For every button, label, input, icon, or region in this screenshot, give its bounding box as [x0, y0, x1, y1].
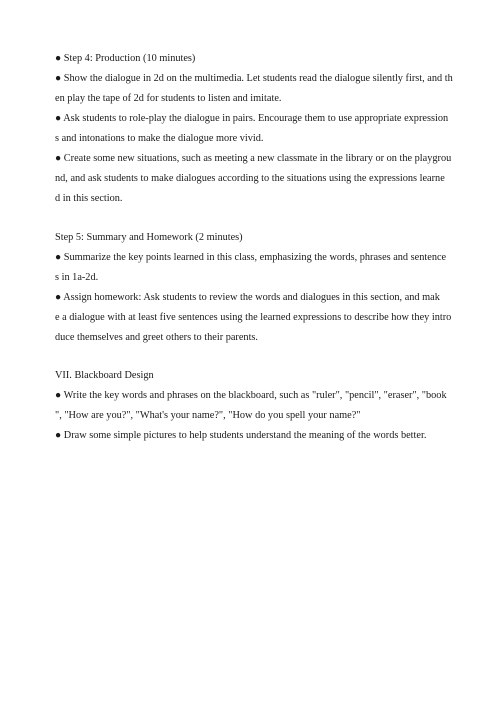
paragraph-line: d in this section. [55, 193, 123, 204]
paragraph-line: ● Summarize the key points learned in this class, emphasizing the words, phrases and sentence [55, 252, 447, 263]
paragraph-line: nd, and ask students to make dialogues according to the situations using the expressions learne [55, 173, 445, 184]
paragraph-line: e a dialogue with at least five sentences using the learned expressions to describe how they intro [55, 312, 452, 323]
step4-heading: ● Step 4: Production (10 minutes) [55, 53, 196, 64]
paragraph-line: ● Assign homework: Ask students to review the words and dialogues in this section, and mak [55, 292, 440, 303]
paragraph-line: ● Ask students to role-play the dialogue in pairs. Encourage them to use appropriate expression [55, 113, 449, 124]
paragraph-line: en play the tape of 2d for students to listen and imitate. [55, 93, 282, 104]
paragraph-line: ● Draw some simple pictures to help students understand the meaning of the words better. [55, 430, 427, 441]
step5-heading: Step 5: Summary and Homework (2 minutes) [55, 232, 243, 243]
paragraph-line: ● Show the dialogue in 2d on the multimedia. Let students read the dialogue silently first, and th [55, 73, 453, 84]
paragraph-line: ", "How are you?", "What's your name?", "How do you spell your name?" [55, 410, 361, 421]
section-heading-blackboard: VII. Blackboard Design [55, 370, 154, 381]
paragraph-line: s in 1a-2d. [55, 272, 99, 283]
paragraph-line: ● Create some new situations, such as meeting a new classmate in the library or on the playgrou [55, 153, 452, 164]
paragraph-line: ● Write the key words and phrases on the blackboard, such as "ruler", "pencil", "eraser", "book [55, 390, 447, 401]
paragraph-line: duce themselves and greet others to their parents. [55, 332, 259, 343]
paragraph-line: s and intonations to make the dialogue more vivid. [55, 133, 264, 144]
